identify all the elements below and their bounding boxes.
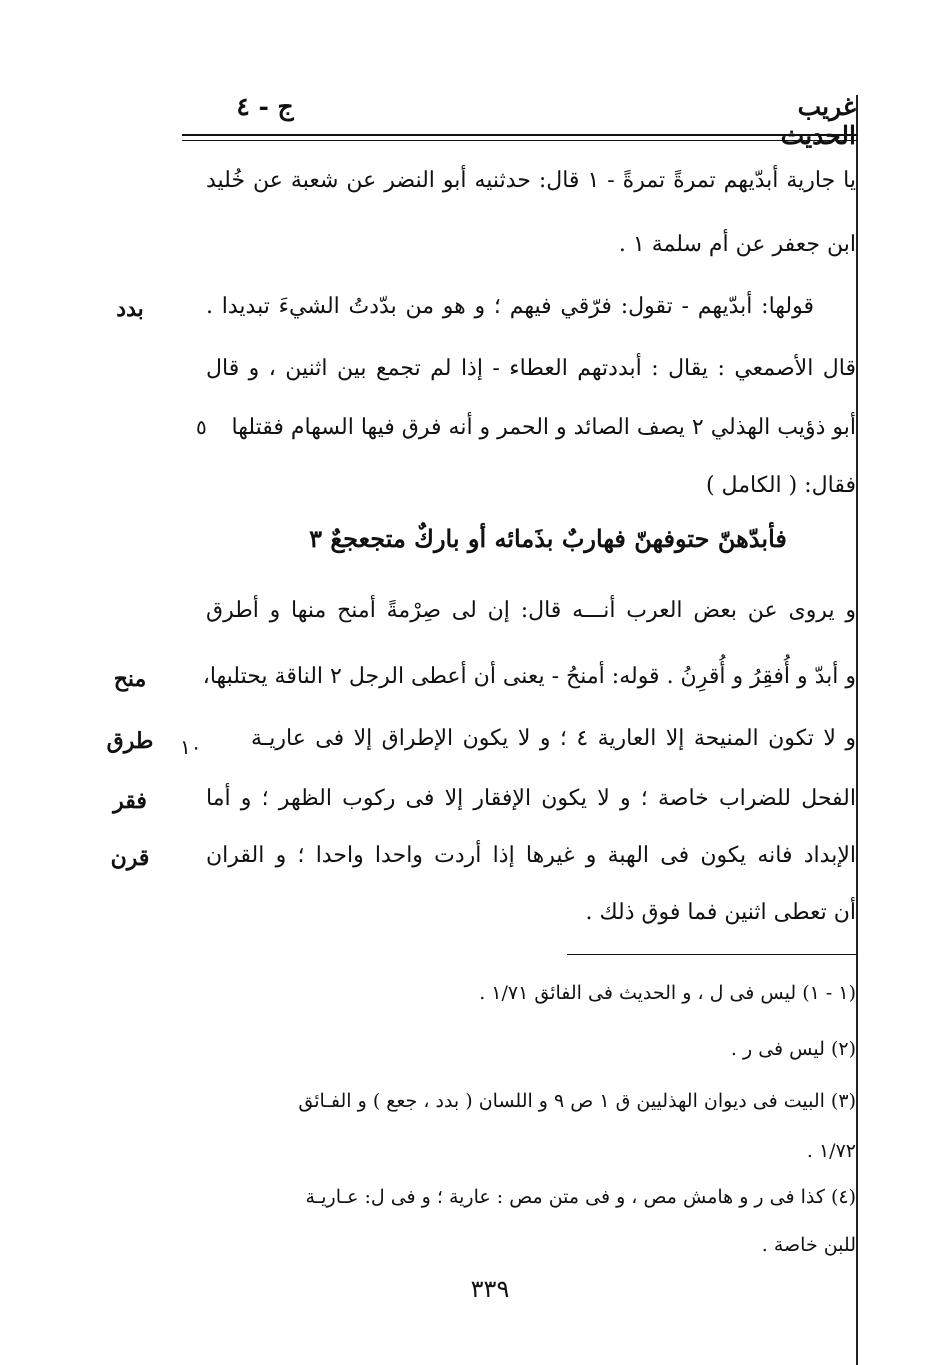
footnote-3: (٣) البيت فى ديوان الهذليين ق ١ ص ٩ و اللسان ( بدد ، جعع ) و الفـائق — [298, 1090, 856, 1112]
margin-note-qaran: قرن — [110, 845, 150, 871]
poem-verse: فأبدّهنّ حتوفهنّ فهاربٌ بذَمائه أو باركٌ متجعجعٌ ٣ — [309, 524, 787, 553]
footnote-1: (١ - ١) ليس فى ل ، و الحديث فى الفائق ١/٧١ . — [479, 982, 856, 1004]
body-line-6: فقال: ( الكامل ) — [705, 473, 856, 498]
header-rule-thin — [182, 140, 858, 141]
body-line-9: و أبدّ و أُفقِرُ و أُقرِنُ . قوله: أمنحُ - يعنى أن أعطى الرجل ٢ الناقة يحتلبها، — [202, 664, 856, 689]
body-line-5: أبو ذؤيب الهذلي ٢ يصف الصائد و الحمر و أنه فرق فيها السهام فقتلها — [231, 415, 856, 440]
body-line-4: قال الأصمعي : يقال : أبددتهم العطاء - إذا لم تجمع بين اثنين ، و قال — [206, 356, 856, 381]
margin-note-badad: بدد — [116, 296, 144, 322]
margin-note-taraq: طرق — [106, 728, 154, 754]
body-line-1: يا جارية أبدّيهم تمرةً تمرةً - ١ قال: حدثنيه أبو النضر عن شعبة عن خُليد — [206, 168, 856, 193]
body-line-13: أن تعطى اثنين فما فوق ذلك . — [585, 900, 856, 925]
margin-note-manah: منح — [113, 666, 147, 692]
footnote-2: (٢) ليس فى ر . — [730, 1038, 856, 1060]
body-line-10: و لا تكون المنيحة إلا العارية ٤ ؛ و لا يكون الإطراق إلا فى عاريـة — [251, 726, 856, 751]
margin-note-faqar: فقر — [113, 788, 147, 814]
volume-label: ج - ٤ — [236, 92, 294, 121]
footnote-4: (٤) كذا فى ر و هامش مص ، و فى متن مص : عارية ؛ و فى ل: عـاريـة — [305, 1186, 856, 1208]
body-line-2: ابن جعفر عن أم سلمة ١ . — [618, 232, 856, 257]
running-title: غريب — [797, 92, 856, 121]
line-number-5: ٥ — [196, 415, 207, 439]
footnote-3-cont: ١/٧٢ . — [806, 1140, 856, 1162]
body-line-8: و يروى عن بعض العرب أنـــه قال: إن لى صِرْمةً أمنح منها و أطرق — [206, 598, 856, 623]
header-rule — [182, 134, 858, 136]
footnote-separator — [567, 954, 857, 955]
page-binding-edge — [856, 95, 858, 1365]
body-line-12: الإبداد فانه يكون فى الهبة و غيرها إذا أردت واحدا واحدا ؛ و القران — [206, 843, 856, 868]
line-number-10: ١٠ — [180, 735, 202, 759]
page-number: ٣٣٩ — [470, 1275, 510, 1303]
footnote-4-cont: للبن خاصة . — [761, 1234, 856, 1256]
body-line-3: قولها: أبدّيهم - تقول: فرّقي فيهم ؛ و هو من بدّدتُ الشيءَ تبديدا . — [206, 294, 814, 319]
body-line-11: الفحل للضراب خاصة ؛ و لا يكون الإفقار إلا فى ركوب الظهر ؛ و أما — [206, 786, 856, 811]
